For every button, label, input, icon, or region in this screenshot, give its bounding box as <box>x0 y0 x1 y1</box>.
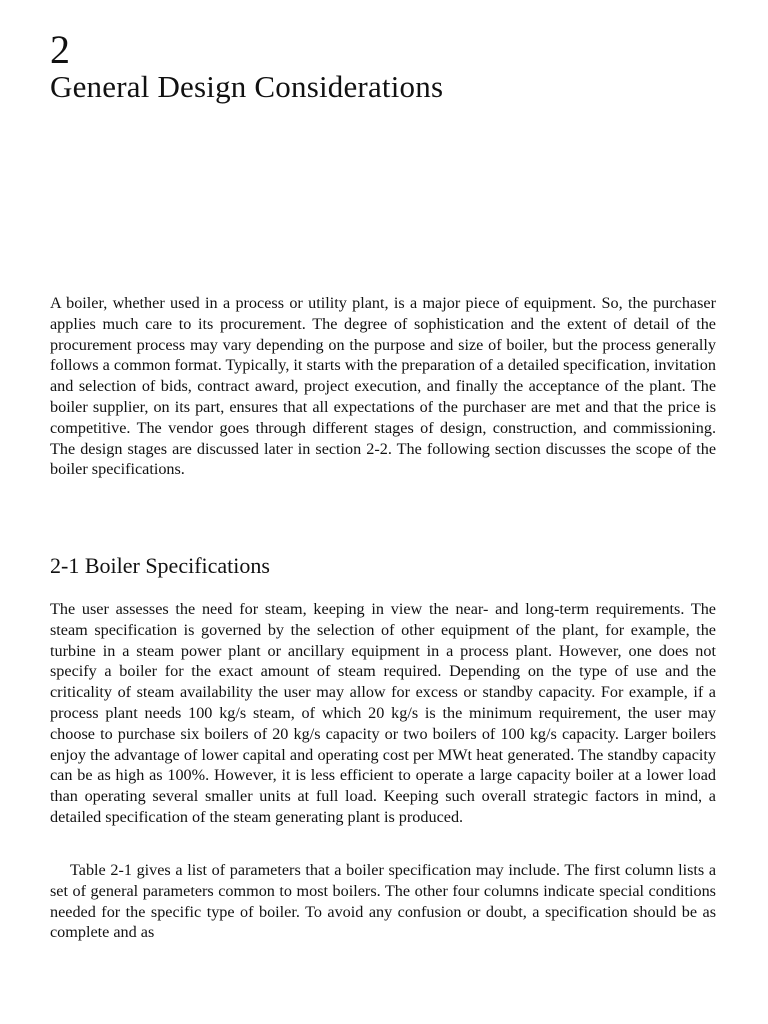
chapter-number: 2 <box>50 27 70 72</box>
section-heading: 2-1 Boiler Specifications <box>50 553 270 578</box>
section-paragraph-2: Table 2-1 gives a list of parameters that a boiler specification may include. The first column lists a set of general parameters common to most boilers. The other four columns indicate special conditions needed for the specific type of boiler. To avoid any confusion or doubt, a specification should be as complete and as <box>50 861 716 942</box>
chapter-title: General Design Considerations <box>50 69 444 104</box>
intro-paragraph: A boiler, whether used in a process or utility plant, is a major piece of equipment. So, the purchaser applies much care to its procurement. The degree of sophistication and the extent of detail of the procurement process may vary depending on the purpose and size of boiler, but the process generally follows a common format. Typically, it starts with the preparation of a detailed specification, invitation and selection of bids, contract award, project execution, and finally the acceptance of the plant. The boiler supplier, on its part, ensures that all expectations of the purchaser are met and that the price is competitive. The vendor goes through different stages of design, construction, and commissioning. The design stages are discussed later in section 2-2. The following section discusses the scope of the boiler specifications. <box>50 294 716 479</box>
section-paragraph-1: The user assesses the need for steam, keeping in view the near- and long-term requirements. The steam specification is governed by the selection of other equipment of the plant, for example, the turbine in a steam power plant or ancillary equipment in a process plant. However, one does not specify a boiler for the exact amount of steam required. Depending on the type of use and the criticality of steam availability the user may allow for excess or standby capacity. For example, if a process plant needs 100 kg/s steam, of which 20 kg/s is the minimum requirement, the user may choose to purchase six boilers of 20 kg/s capacity or two boilers of 100 kg/s capacity. Larger boilers enjoy the advantage of lower capital and operating cost per MWt heat generated. The standby capacity can be as high as 100%. However, it is less efficient to operate a large capacity boiler at a lower load than operating several smaller units at full load. Keeping such overall strategic factors in mind, a detailed specification of the steam generating plant is produced. <box>50 600 716 826</box>
